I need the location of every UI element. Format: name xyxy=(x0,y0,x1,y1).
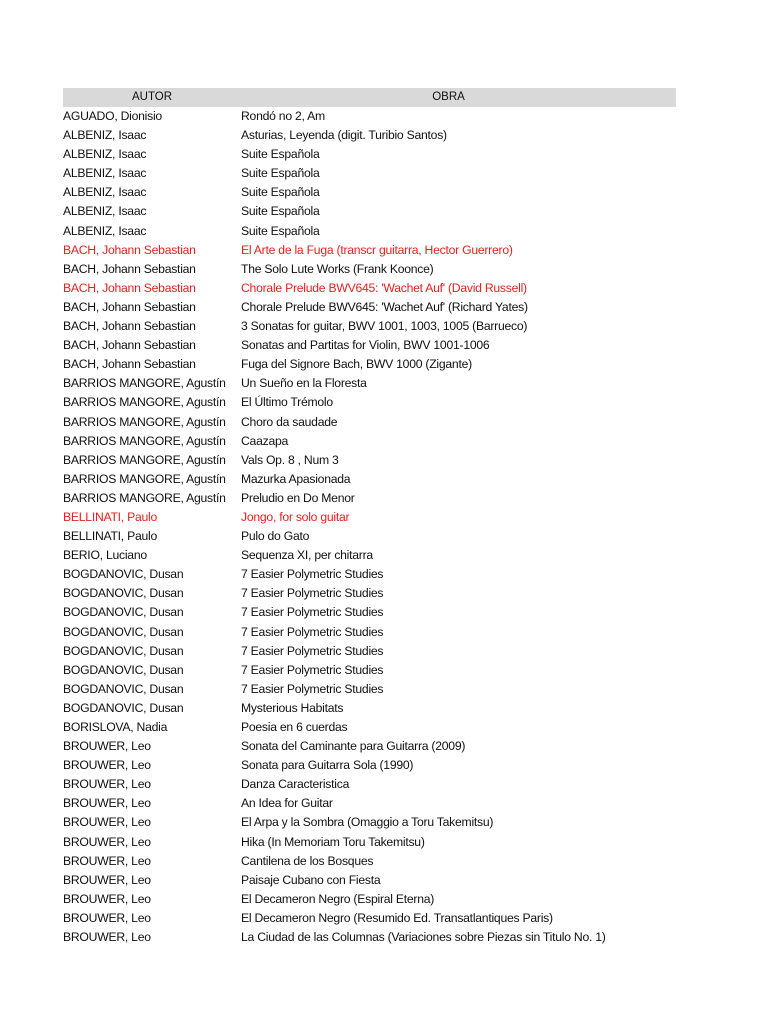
cell-obra[interactable]: Jongo, for solo guitar xyxy=(241,509,350,524)
cell-autor[interactable]: BARRIOS MANGORE, Agustín xyxy=(63,433,226,448)
cell-autor[interactable]: BELLINATI, Paulo xyxy=(63,509,157,524)
table-row[interactable] xyxy=(63,413,676,432)
table-row[interactable] xyxy=(63,909,676,928)
cell-obra[interactable]: 7 Easier Polymetric Studies xyxy=(241,643,384,658)
cell-obra[interactable]: Preludio en Do Menor xyxy=(241,490,355,505)
table-row[interactable] xyxy=(63,699,676,718)
table-row[interactable] xyxy=(63,374,676,393)
table-row[interactable] xyxy=(63,871,676,890)
cell-obra[interactable]: Sonata para Guitarra Sola (1990) xyxy=(241,758,414,773)
cell-autor[interactable]: BROUWER, Leo xyxy=(63,891,151,906)
table-row[interactable] xyxy=(63,107,676,126)
table-row[interactable] xyxy=(63,432,676,451)
cell-autor[interactable]: BARRIOS MANGORE, Agustín xyxy=(63,490,226,505)
table-row[interactable] xyxy=(63,470,676,489)
table-row[interactable] xyxy=(63,546,676,565)
table-body xyxy=(63,107,676,947)
table-row[interactable] xyxy=(63,565,676,584)
cell-autor[interactable]: BARRIOS MANGORE, Agustín xyxy=(63,471,226,486)
table-row[interactable] xyxy=(63,145,676,164)
table-row[interactable] xyxy=(63,241,676,260)
table-header xyxy=(63,88,676,107)
table-row[interactable] xyxy=(63,489,676,508)
cell-autor[interactable]: BROUWER, Leo xyxy=(63,739,151,754)
table-row[interactable] xyxy=(63,890,676,909)
cell-obra[interactable]: Mazurka Apasionada xyxy=(241,471,351,486)
table-row[interactable] xyxy=(63,833,676,852)
table-row[interactable] xyxy=(63,623,676,642)
cell-obra[interactable]: Paisaje Cubano con Fiesta xyxy=(241,872,381,887)
cell-autor[interactable]: BOGDANOVIC, Dusan xyxy=(63,662,184,677)
cell-autor[interactable]: BROUWER, Leo xyxy=(63,872,151,887)
cell-obra[interactable]: El Último Trémolo xyxy=(241,395,333,410)
cell-autor[interactable]: ALBENIZ, Isaac xyxy=(63,166,147,181)
cell-obra[interactable]: 7 Easier Polymetric Studies xyxy=(241,624,384,639)
cell-autor[interactable]: BOGDANOVIC, Dusan xyxy=(63,624,184,639)
cell-obra[interactable]: Hika (In Memoriam Toru Takemitsu) xyxy=(241,834,425,849)
column-header-obra[interactable]: OBRA xyxy=(432,91,465,103)
cell-obra[interactable]: Rondó no 2, Am xyxy=(241,109,325,123)
table-row[interactable] xyxy=(63,527,676,546)
table-row[interactable] xyxy=(63,279,676,298)
table-row[interactable] xyxy=(63,584,676,603)
cell-autor[interactable]: BOGDANOVIC, Dusan xyxy=(63,643,184,658)
cell-autor[interactable]: BARRIOS MANGORE, Agustín xyxy=(63,414,226,429)
cell-obra[interactable]: Un Sueño en la Floresta xyxy=(241,376,367,391)
cell-obra[interactable]: El Decameron Negro (Espiral Eterna) xyxy=(241,891,435,906)
table-row[interactable] xyxy=(63,202,676,221)
cell-obra[interactable]: Chorale Prelude BWV645: 'Wachet Auf' (David Russell) xyxy=(241,280,527,295)
cell-obra[interactable]: 7 Easier Polymetric Studies xyxy=(241,662,384,677)
cell-autor[interactable]: BACH, Johann Sebastian xyxy=(63,242,196,257)
cell-obra[interactable]: Suite Española xyxy=(241,147,320,162)
cell-autor[interactable]: BOGDANOVIC, Dusan xyxy=(63,567,184,582)
table-row[interactable] xyxy=(63,813,676,832)
table-row[interactable] xyxy=(63,852,676,871)
cell-autor[interactable]: BACH, Johann Sebastian xyxy=(63,357,196,372)
cell-autor[interactable]: BROUWER, Leo xyxy=(63,758,151,773)
cell-autor[interactable]: BACH, Johann Sebastian xyxy=(63,338,196,353)
cell-autor[interactable]: ALBENIZ, Isaac xyxy=(63,147,147,162)
cell-obra[interactable]: El Arpa y la Sombra (Omaggio a Toru Takemitsu) xyxy=(241,815,494,830)
table-row[interactable] xyxy=(63,661,676,680)
table-row[interactable] xyxy=(63,642,676,661)
table-row[interactable] xyxy=(63,775,676,794)
cell-obra[interactable]: Asturias, Leyenda (digit. Turibio Santos) xyxy=(241,128,447,143)
cell-obra[interactable]: Poesia en 6 cuerdas xyxy=(241,720,348,734)
table-row[interactable] xyxy=(63,928,676,947)
cell-autor[interactable]: ALBENIZ, Isaac xyxy=(63,223,147,238)
cell-obra[interactable]: Pulo do Gato xyxy=(241,529,310,544)
cell-autor[interactable]: BERIO, Luciano xyxy=(63,548,147,563)
cell-obra[interactable]: Vals Op. 8 , Num 3 xyxy=(241,452,339,467)
cell-obra[interactable]: Sonata del Caminante para Guitarra (2009) xyxy=(241,739,466,754)
cell-obra[interactable]: Mysterious Habitats xyxy=(241,700,344,715)
cell-autor[interactable]: BORISLOVA, Nadia xyxy=(63,720,168,734)
table-row[interactable] xyxy=(63,603,676,622)
cell-autor[interactable]: BOGDANOVIC, Dusan xyxy=(63,681,184,696)
cell-autor[interactable]: BELLINATI, Paulo xyxy=(63,529,157,544)
cell-obra[interactable]: 3 Sonatas for guitar, BWV 1001, 1003, 1005 (Barrueco) xyxy=(241,319,528,334)
cell-obra[interactable]: Suite Española xyxy=(241,204,320,219)
cell-autor[interactable]: BROUWER, Leo xyxy=(63,910,151,925)
cell-obra[interactable]: El Arte de la Fuga (transcr guitarra, Hector Guerrero) xyxy=(241,242,513,257)
cell-obra[interactable]: 7 Easier Polymetric Studies xyxy=(241,567,384,582)
table-row[interactable] xyxy=(63,680,676,699)
cell-autor[interactable]: BROUWER, Leo xyxy=(63,834,151,849)
cell-autor[interactable]: BROUWER, Leo xyxy=(63,853,151,868)
cell-autor[interactable]: AGUADO, Dionisio xyxy=(63,109,162,123)
cell-obra[interactable]: Fuga del Signore Bach, BWV 1000 (Zigante) xyxy=(241,357,472,372)
column-header-autor[interactable]: AUTOR xyxy=(131,91,173,103)
cell-obra[interactable]: An Idea for Guitar xyxy=(241,796,333,811)
cell-autor[interactable]: BARRIOS MANGORE, Agustín xyxy=(63,376,226,391)
cell-obra[interactable]: Cantilena de los Bosques xyxy=(241,853,374,868)
cell-autor[interactable]: ALBENIZ, Isaac xyxy=(63,204,147,219)
cell-obra[interactable]: La Ciudad de las Columnas (Variaciones sobre Piezas sin Titulo No. 1) xyxy=(241,930,606,945)
cell-obra[interactable]: Danza Caracteristica xyxy=(241,777,350,792)
cell-autor[interactable]: BACH, Johann Sebastian xyxy=(63,319,196,334)
table-row[interactable] xyxy=(63,126,676,145)
cell-autor[interactable]: BOGDANOVIC, Dusan xyxy=(63,586,184,601)
table-row[interactable] xyxy=(63,756,676,775)
repertoire-table xyxy=(63,88,676,947)
table-row[interactable] xyxy=(63,336,676,355)
cell-autor[interactable]: ALBENIZ, Isaac xyxy=(63,128,147,143)
cell-autor[interactable]: BROUWER, Leo xyxy=(63,777,151,792)
table-row[interactable] xyxy=(63,164,676,183)
cell-autor[interactable]: BACH, Johann Sebastian xyxy=(63,280,196,295)
cell-obra[interactable]: Chorale Prelude BWV645: 'Wachet Auf' (Richard Yates) xyxy=(241,299,528,314)
cell-obra[interactable]: 7 Easier Polymetric Studies xyxy=(241,605,384,620)
table-row[interactable] xyxy=(63,183,676,202)
table-row[interactable] xyxy=(63,393,676,412)
cell-obra[interactable]: 7 Easier Polymetric Studies xyxy=(241,681,384,696)
cell-obra[interactable]: Sonatas and Partitas for Violin, BWV 1001-1006 xyxy=(241,338,490,353)
cell-obra[interactable]: 7 Easier Polymetric Studies xyxy=(241,586,384,601)
table-row[interactable] xyxy=(63,222,676,241)
cell-autor[interactable]: BACH, Johann Sebastian xyxy=(63,261,196,276)
cell-autor[interactable]: BROUWER, Leo xyxy=(63,815,151,830)
cell-obra[interactable]: Sequenza XI, per chitarra xyxy=(241,548,373,563)
table-row[interactable] xyxy=(63,794,676,813)
cell-autor[interactable]: BARRIOS MANGORE, Agustín xyxy=(63,452,226,467)
cell-obra[interactable]: Suite Española xyxy=(241,166,320,181)
cell-autor[interactable]: BOGDANOVIC, Dusan xyxy=(63,700,184,715)
cell-autor[interactable]: BROUWER, Leo xyxy=(63,796,151,811)
cell-obra[interactable]: Suite Española xyxy=(241,185,320,200)
cell-obra[interactable]: Caazapa xyxy=(241,433,289,448)
table-row[interactable] xyxy=(63,718,676,737)
table-row[interactable] xyxy=(63,508,676,527)
cell-obra[interactable]: El Decameron Negro (Resumido Ed. Transatlantiques Paris) xyxy=(241,910,553,925)
cell-autor[interactable]: BOGDANOVIC, Dusan xyxy=(63,605,184,620)
cell-autor[interactable]: BROUWER, Leo xyxy=(63,930,151,945)
table-row[interactable] xyxy=(63,737,676,756)
cell-autor[interactable]: BACH, Johann Sebastian xyxy=(63,299,196,314)
table-row[interactable] xyxy=(63,260,676,279)
table-row[interactable] xyxy=(63,355,676,374)
cell-obra[interactable]: Choro da saudade xyxy=(241,414,338,429)
cell-obra[interactable]: Suite Española xyxy=(241,223,320,238)
table-row[interactable] xyxy=(63,298,676,317)
cell-autor[interactable]: ALBENIZ, Isaac xyxy=(63,185,147,200)
table-row[interactable] xyxy=(63,317,676,336)
cell-obra[interactable]: The Solo Lute Works (Frank Koonce) xyxy=(241,261,434,276)
table-row[interactable] xyxy=(63,451,676,470)
cell-autor[interactable]: BARRIOS MANGORE, Agustín xyxy=(63,395,226,410)
